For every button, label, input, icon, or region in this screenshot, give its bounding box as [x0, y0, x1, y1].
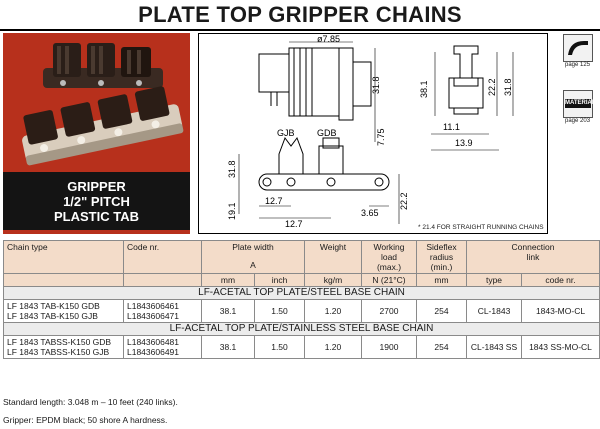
chain-type-2a: LF 1843 TABSS-K150 GDB: [7, 337, 112, 347]
table-row: [4, 300, 600, 323]
code-nr-1a: L1843606461: [127, 301, 180, 311]
chain-type-2b: LF 1843 TABSS-K150 GJB: [7, 347, 110, 357]
hdr-code-nr: Code nr.: [124, 241, 202, 274]
dim-d191: 19.1: [227, 202, 237, 220]
chain-type-1b: LF 1843 TAB-K150 GJB: [7, 311, 98, 321]
hdr-working-load-1: Working: [373, 242, 405, 252]
unit-mm: mm: [202, 274, 255, 287]
code-nr-2a: L1843606481: [127, 337, 180, 347]
technical-drawing: [198, 33, 548, 234]
code-nr-cell: [124, 300, 202, 323]
chain-type-cell: [4, 300, 124, 323]
product-caption: [3, 179, 190, 224]
unit-code: code nr.: [522, 274, 600, 287]
title-rule: [0, 29, 600, 31]
page-ref-2: page 203: [565, 118, 591, 124]
page-title: PLATE TOP GRIPPER CHAINS: [138, 2, 462, 27]
hdr-connection-2: link: [526, 252, 540, 262]
unit-type: type: [467, 274, 522, 287]
section-row-2: [4, 323, 600, 336]
dim-d318c: 31.8: [227, 160, 237, 178]
unit-inch: inch: [255, 274, 305, 287]
dim-d127a: 12.7: [265, 196, 283, 206]
hdr-weight: Weight: [305, 241, 362, 274]
hdr-working-load: [362, 241, 417, 274]
table-row: [4, 336, 600, 359]
working-load-value: 2700: [362, 300, 417, 323]
hdr-sideflex-3: (min.): [430, 262, 453, 272]
hdr-plate-width: [202, 241, 305, 274]
chain-type-cell: [4, 336, 124, 359]
caption-line-2: 1/2" PITCH: [63, 194, 130, 209]
section-row-1: [4, 287, 600, 300]
section-title-2: LF-ACETAL TOP PLATE/STAINLESS STEEL BASE CHAIN: [4, 323, 600, 336]
caption-line-3: PLASTIC TAB: [54, 209, 139, 224]
dim-d318b: 31.8: [503, 78, 513, 96]
connection-code: 1843-MO-CL: [522, 300, 600, 323]
dim-d222c: 22.2: [399, 192, 409, 210]
connection-code: 1843 SS-MO-CL: [522, 336, 600, 359]
weight-value: 1.20: [305, 336, 362, 359]
dim-d381: 38.1: [419, 80, 429, 98]
page-ref-1: page 125: [565, 62, 591, 68]
weight-value: 1.20: [305, 300, 362, 323]
label-gjb: GJB: [277, 128, 295, 138]
drawing-note: * 21.4 FOR STRAIGHT RUNNING CHAINS: [418, 224, 544, 231]
plate-width-mm: 38.1: [202, 336, 255, 359]
dim-d365: 3.65: [361, 208, 379, 218]
units-row: [4, 274, 600, 287]
units-empty-1: [4, 274, 124, 287]
unit-kgm: kg/m: [305, 274, 362, 287]
dim-d127b: 12.7: [285, 219, 303, 229]
plate-width-inch: 1.50: [255, 336, 305, 359]
hdr-connection: [467, 241, 600, 274]
label-gdb: GDB: [317, 128, 337, 138]
chain-profile-icon[interactable]: [563, 34, 593, 62]
code-nr-2b: L1843606491: [127, 347, 180, 357]
sideflex-value: 254: [417, 336, 467, 359]
connection-type: CL-1843 SS: [467, 336, 522, 359]
hdr-sideflex: [417, 241, 467, 274]
hdr-working-load-3: (max.): [376, 262, 402, 272]
plate-width-mm: 38.1: [202, 300, 255, 323]
units-empty-2: [124, 274, 202, 287]
hdr-sideflex-2: radius: [429, 252, 454, 262]
sideflex-value: 254: [417, 300, 467, 323]
code-nr-1b: L1843606471: [127, 311, 180, 321]
spec-table: [3, 240, 600, 359]
hdr-connection-1: Connection: [511, 242, 555, 252]
dim-d111: 11.1: [443, 122, 460, 132]
dim-d139: 13.9: [455, 138, 473, 148]
dim-d785: ø7.85: [317, 34, 341, 44]
hdr-plate-width-sym: A: [250, 260, 256, 270]
chain-type-1a: LF 1843 TAB-K150 GDB: [7, 301, 100, 311]
hdr-chain-type: Chain type: [4, 241, 124, 274]
header-row: [4, 241, 600, 274]
code-nr-cell: [124, 336, 202, 359]
section-title-1: LF-ACETAL TOP PLATE/STEEL BASE CHAIN: [4, 287, 600, 300]
material-icon[interactable]: [563, 90, 596, 118]
material-label: MATERIAL: [565, 100, 596, 106]
caption-line-1: GRIPPER: [67, 179, 126, 194]
unit-sideflex: mm: [417, 274, 467, 287]
drawing-svg: [199, 34, 549, 235]
dim-d222a: 22.2: [487, 78, 497, 96]
connection-type: CL-1843: [467, 300, 522, 323]
hdr-working-load-2: load: [380, 252, 398, 262]
hdr-plate-width-label: Plate width: [232, 242, 274, 252]
dim-d775: 7.75: [376, 128, 386, 146]
unit-load: N (21°C): [362, 274, 417, 287]
gripper-material-note: Gripper: EPDM black; 50 shore A hardness.: [3, 415, 168, 425]
plate-width-inch: 1.50: [255, 300, 305, 323]
working-load-value: 1900: [362, 336, 417, 359]
hdr-sideflex-1: Sideflex: [426, 242, 457, 252]
dim-d318a: 31.8: [371, 76, 381, 94]
standard-length-note: Standard length: 3.048 m – 10 feet (240 links).: [3, 397, 178, 407]
